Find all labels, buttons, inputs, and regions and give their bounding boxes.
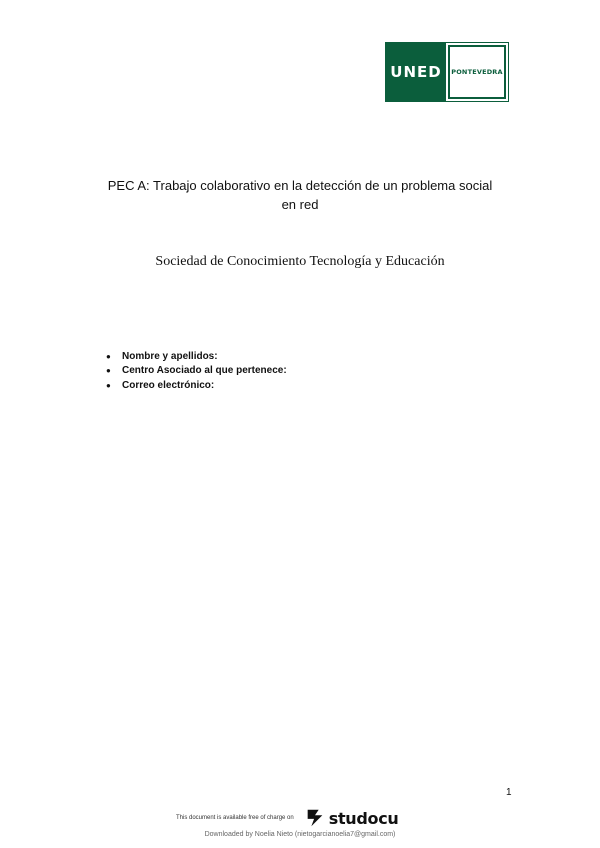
downloaded-by-text: Downloaded by Noelia Nieto (nietogarcianoelia7@gmail.com) (204, 831, 396, 838)
document-title: PEC A: Trabajo colaborativo en la detección de un problema social en red (107, 178, 493, 212)
field-label-center: Centro Asociado al que pertenece: (122, 365, 287, 377)
logo-uned-mark: UNED (386, 43, 446, 101)
bullet-icon: ● (106, 351, 111, 361)
list-item (106, 349, 287, 364)
logo-pontevedra-mark: PONTEVEDRA (448, 45, 506, 99)
student-info-list (106, 349, 287, 393)
list-item (106, 364, 287, 379)
field-label-name: Nombre y apellidos: (122, 350, 218, 362)
bullet-icon: ● (106, 380, 111, 390)
studocu-brand: studocu (328, 808, 399, 828)
bullet-icon: ● (106, 366, 111, 376)
studocu-banner[interactable] (176, 808, 399, 828)
uned-pontevedra-logo (385, 42, 509, 102)
page-number: 1 (506, 787, 512, 798)
studocu-logo-icon (304, 807, 326, 829)
list-item (106, 378, 287, 393)
field-label-email: Correo electrónico: (122, 379, 215, 391)
subject-title: Sociedad de Conocimiento Tecnología y Educación (155, 254, 445, 269)
availability-text: This document is available free of charge on (176, 815, 294, 821)
